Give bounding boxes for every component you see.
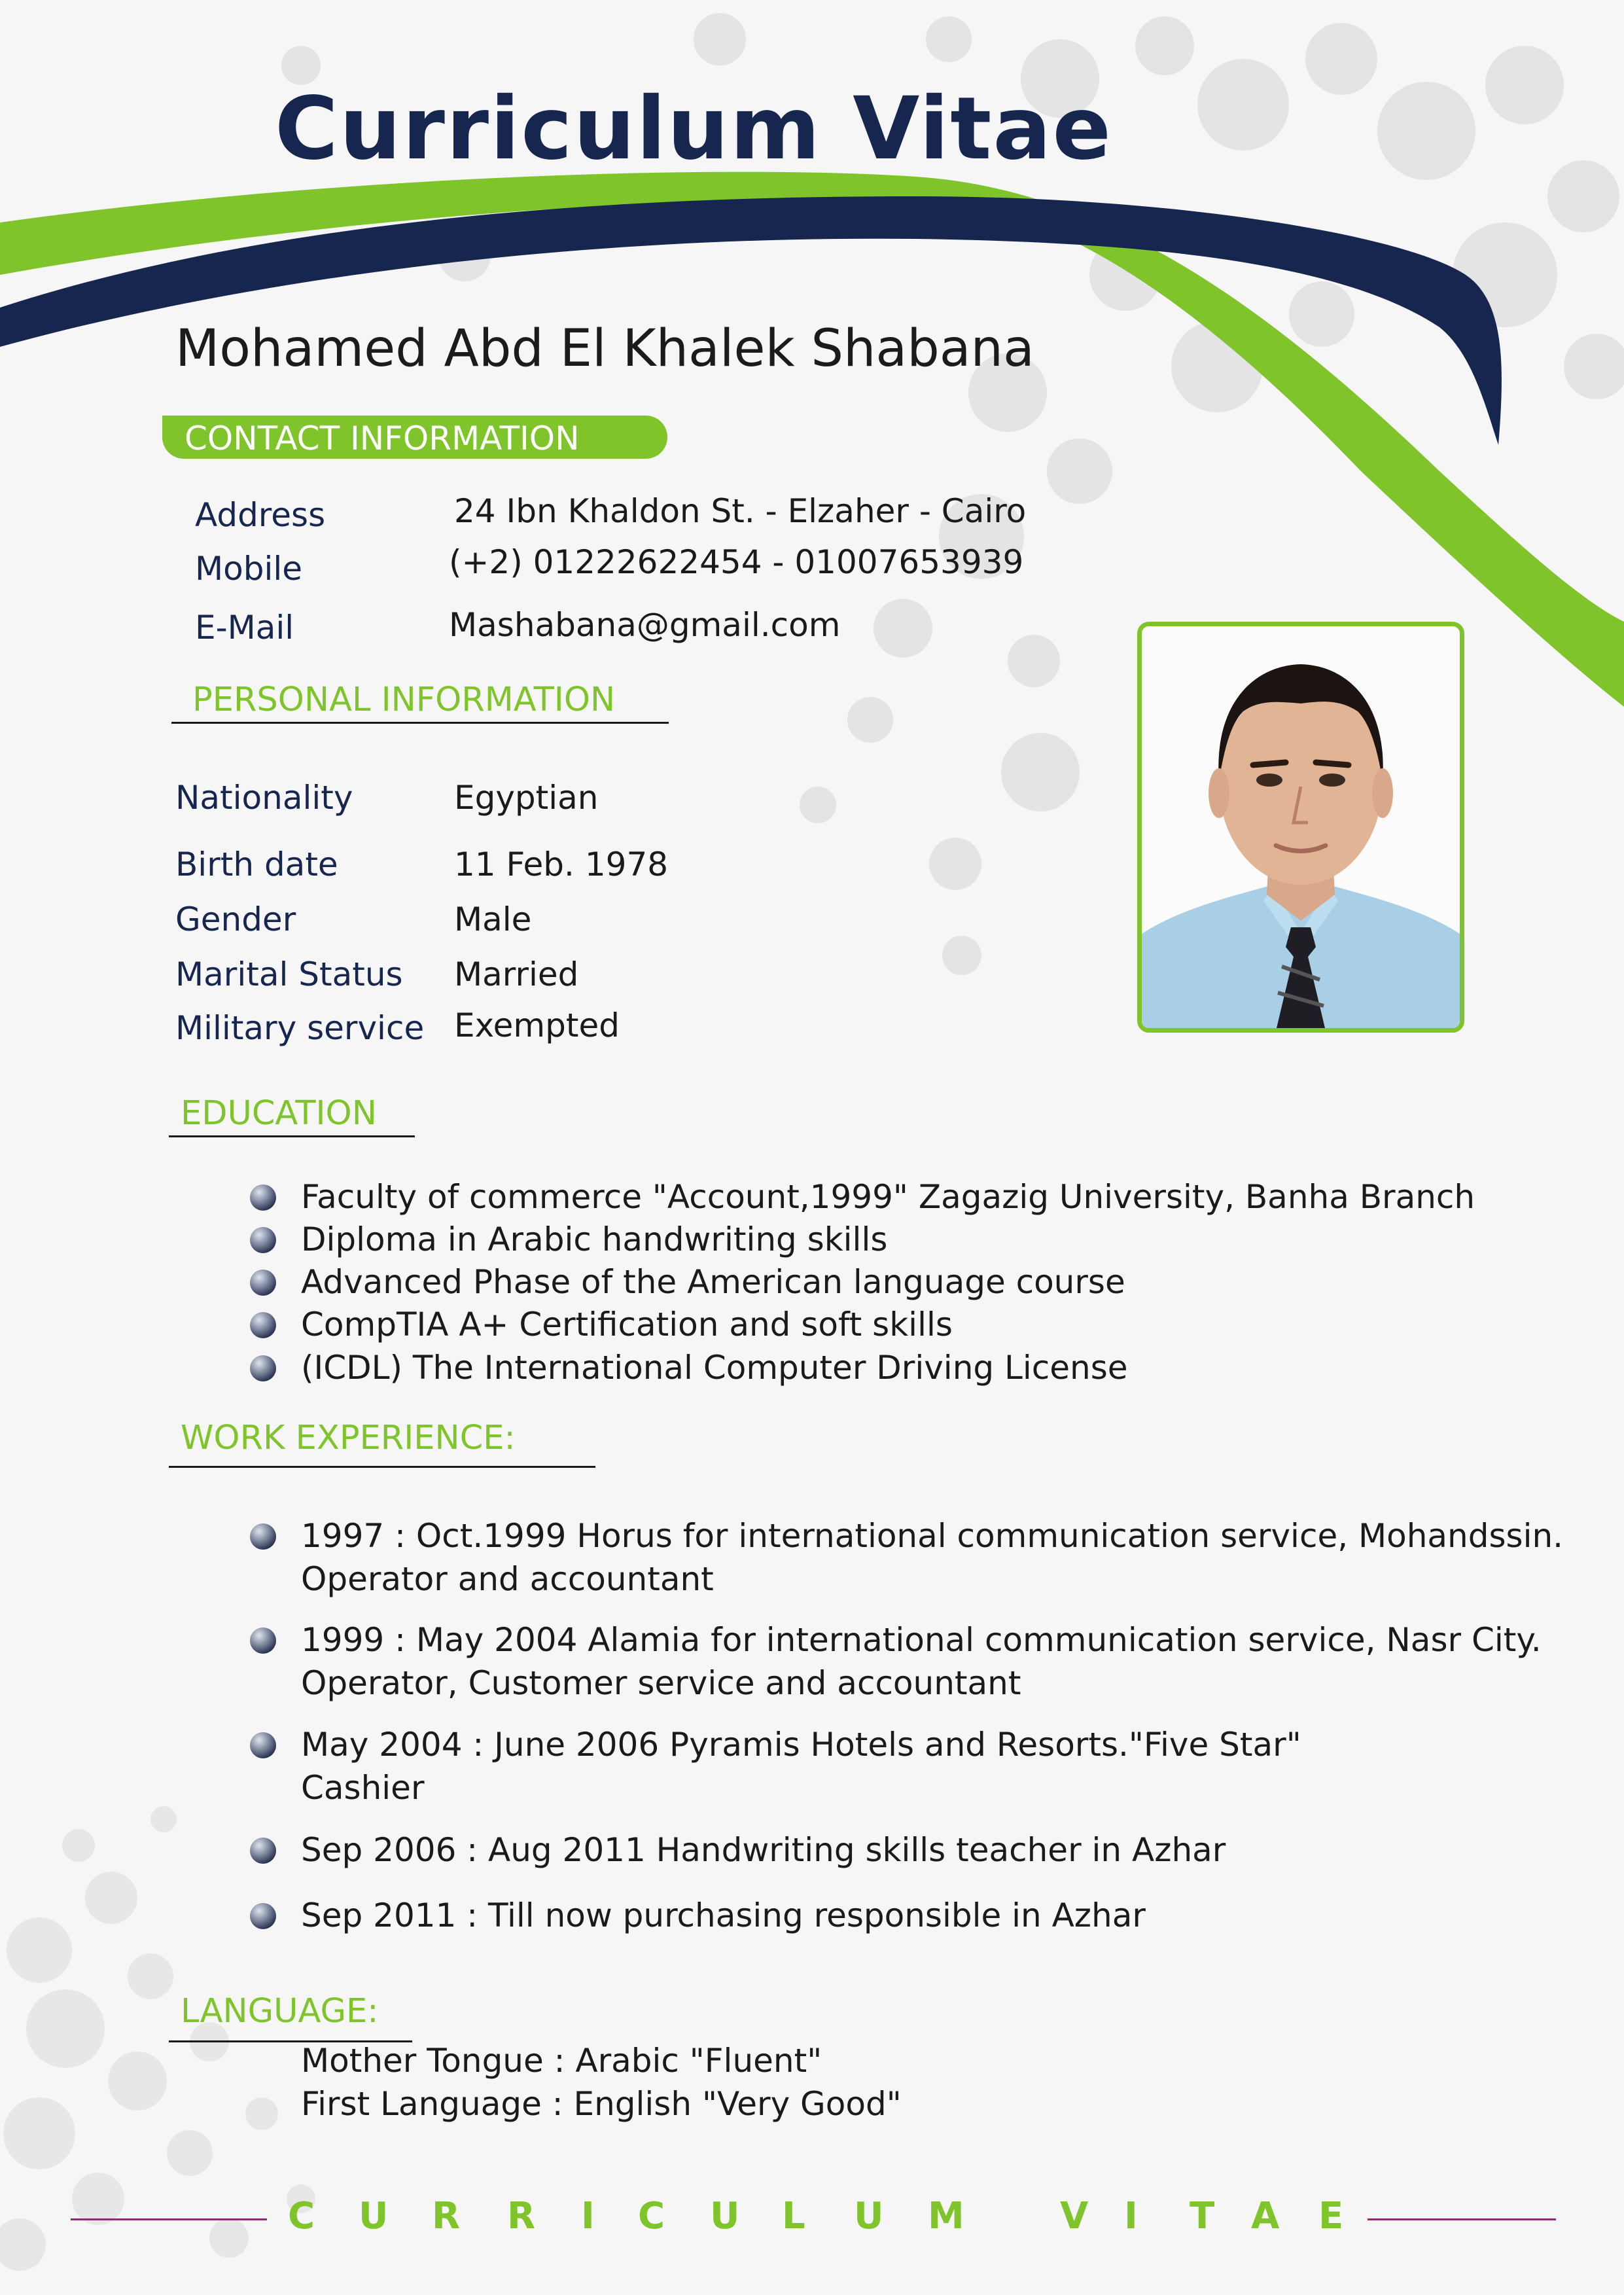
profile-photo (1137, 622, 1464, 1033)
footer-rule-right (1368, 2218, 1556, 2220)
nationality-label: Nationality (175, 779, 353, 817)
email-value: Mashabana@gmail.com (449, 606, 841, 644)
education-item-text: Faculty of commerce "Account,1999" Zagazig University, Banha Branch (301, 1178, 1475, 1216)
work-item-role: Cashier (301, 1769, 425, 1807)
bullet-icon (250, 1523, 276, 1550)
footer-letter: I (1124, 2195, 1138, 2237)
work-item-period: 1999 : May 2004 Alamia for international communication service, Nasr City. (301, 1621, 1542, 1659)
military-service-value: Exempted (454, 1006, 620, 1044)
work-item-period: May 2004 : June 2006 Pyramis Hotels and Resorts."Five Star" (301, 1726, 1301, 1764)
email-label: E-Mail (195, 609, 294, 647)
page-title: Curriculum Vitae (274, 79, 1112, 179)
candidate-name: Mohamed Abd El Khalek Shabana (175, 319, 1034, 378)
bullet-icon (250, 1732, 276, 1758)
bullet-icon (250, 1838, 276, 1864)
bullet-icon (250, 1355, 276, 1381)
footer-letter: M (928, 2195, 964, 2237)
birthdate-value: 11 Feb. 1978 (454, 845, 669, 883)
bullet-icon (250, 1270, 276, 1296)
footer-letter: A (1251, 2195, 1280, 2237)
footer-letter: V (1060, 2195, 1089, 2237)
footer-letter: U (710, 2195, 740, 2237)
bullet-icon (250, 1227, 276, 1253)
work-section-title: WORK EXPERIENCE: (181, 1419, 516, 1457)
contact-section-header (162, 416, 667, 459)
work-item-role: Operator, Customer service and accountant (301, 1664, 1021, 1702)
bullet-icon (250, 1628, 276, 1654)
work-section-rule (169, 1466, 595, 1468)
footer-letter: I (581, 2195, 595, 2237)
work-item-period: 1997 : Oct.1999 Horus for international communication service, Mohandssin. (301, 1517, 1564, 1555)
footer-letter: C (638, 2195, 665, 2237)
footer-letter: E (1318, 2195, 1344, 2237)
footer-letter: R (507, 2195, 536, 2237)
bullet-icon (250, 1312, 276, 1338)
marital-status-label: Marital Status (175, 955, 403, 993)
footer-letter: L (782, 2195, 805, 2237)
personal-section-rule (171, 722, 669, 724)
education-section-title: EDUCATION (181, 1094, 377, 1133)
footer-letter: R (432, 2195, 461, 2237)
footer-rule-left (71, 2218, 267, 2220)
work-item-period: Sep 2011 : Till now purchasing responsible in Azhar (301, 1896, 1146, 1934)
birthdate-label: Birth date (175, 845, 338, 883)
address-value: 24 Ibn Khaldon St. - Elzaher - Cairo (454, 492, 1027, 530)
education-item-text: Advanced Phase of the American language course (301, 1263, 1125, 1301)
work-item-role: Operator and accountant (301, 1560, 714, 1598)
footer-letter: U (854, 2195, 884, 2237)
footer-letter: C (288, 2195, 315, 2237)
language-section-title: LANGUAGE: (181, 1992, 379, 2031)
work-item-period: Sep 2006 : Aug 2011 Handwriting skills teacher in Azhar (301, 1831, 1226, 1869)
footer-letter: U (359, 2195, 389, 2237)
education-item-text: Diploma in Arabic handwriting skills (301, 1220, 888, 1258)
portrait-illustration (1142, 626, 1460, 1028)
nationality-value: Egyptian (454, 779, 599, 817)
personal-section-title: PERSONAL INFORMATION (192, 681, 616, 719)
military-service-label: Military service (175, 1009, 425, 1047)
marital-status-value: Married (454, 955, 579, 993)
gender-value: Male (454, 900, 532, 938)
mobile-label: Mobile (195, 550, 303, 588)
footer-letter: T (1190, 2195, 1215, 2237)
language-mother-tongue: Mother Tongue : Arabic "Fluent" (301, 2042, 822, 2080)
bullet-icon (250, 1184, 276, 1211)
language-first-language: First Language : English "Very Good" (301, 2085, 902, 2123)
address-label: Address (195, 496, 326, 534)
education-section-rule (169, 1135, 415, 1137)
education-item-text: (ICDL) The International Computer Driving License (301, 1349, 1128, 1387)
mobile-value: (+2) 01222622454 - 01007653939 (449, 543, 1024, 581)
gender-label: Gender (175, 900, 296, 938)
education-item-text: CompTIA A+ Certification and soft skills (301, 1306, 953, 1343)
contact-section-title: CONTACT INFORMATION (185, 419, 580, 457)
bullet-icon (250, 1903, 276, 1929)
